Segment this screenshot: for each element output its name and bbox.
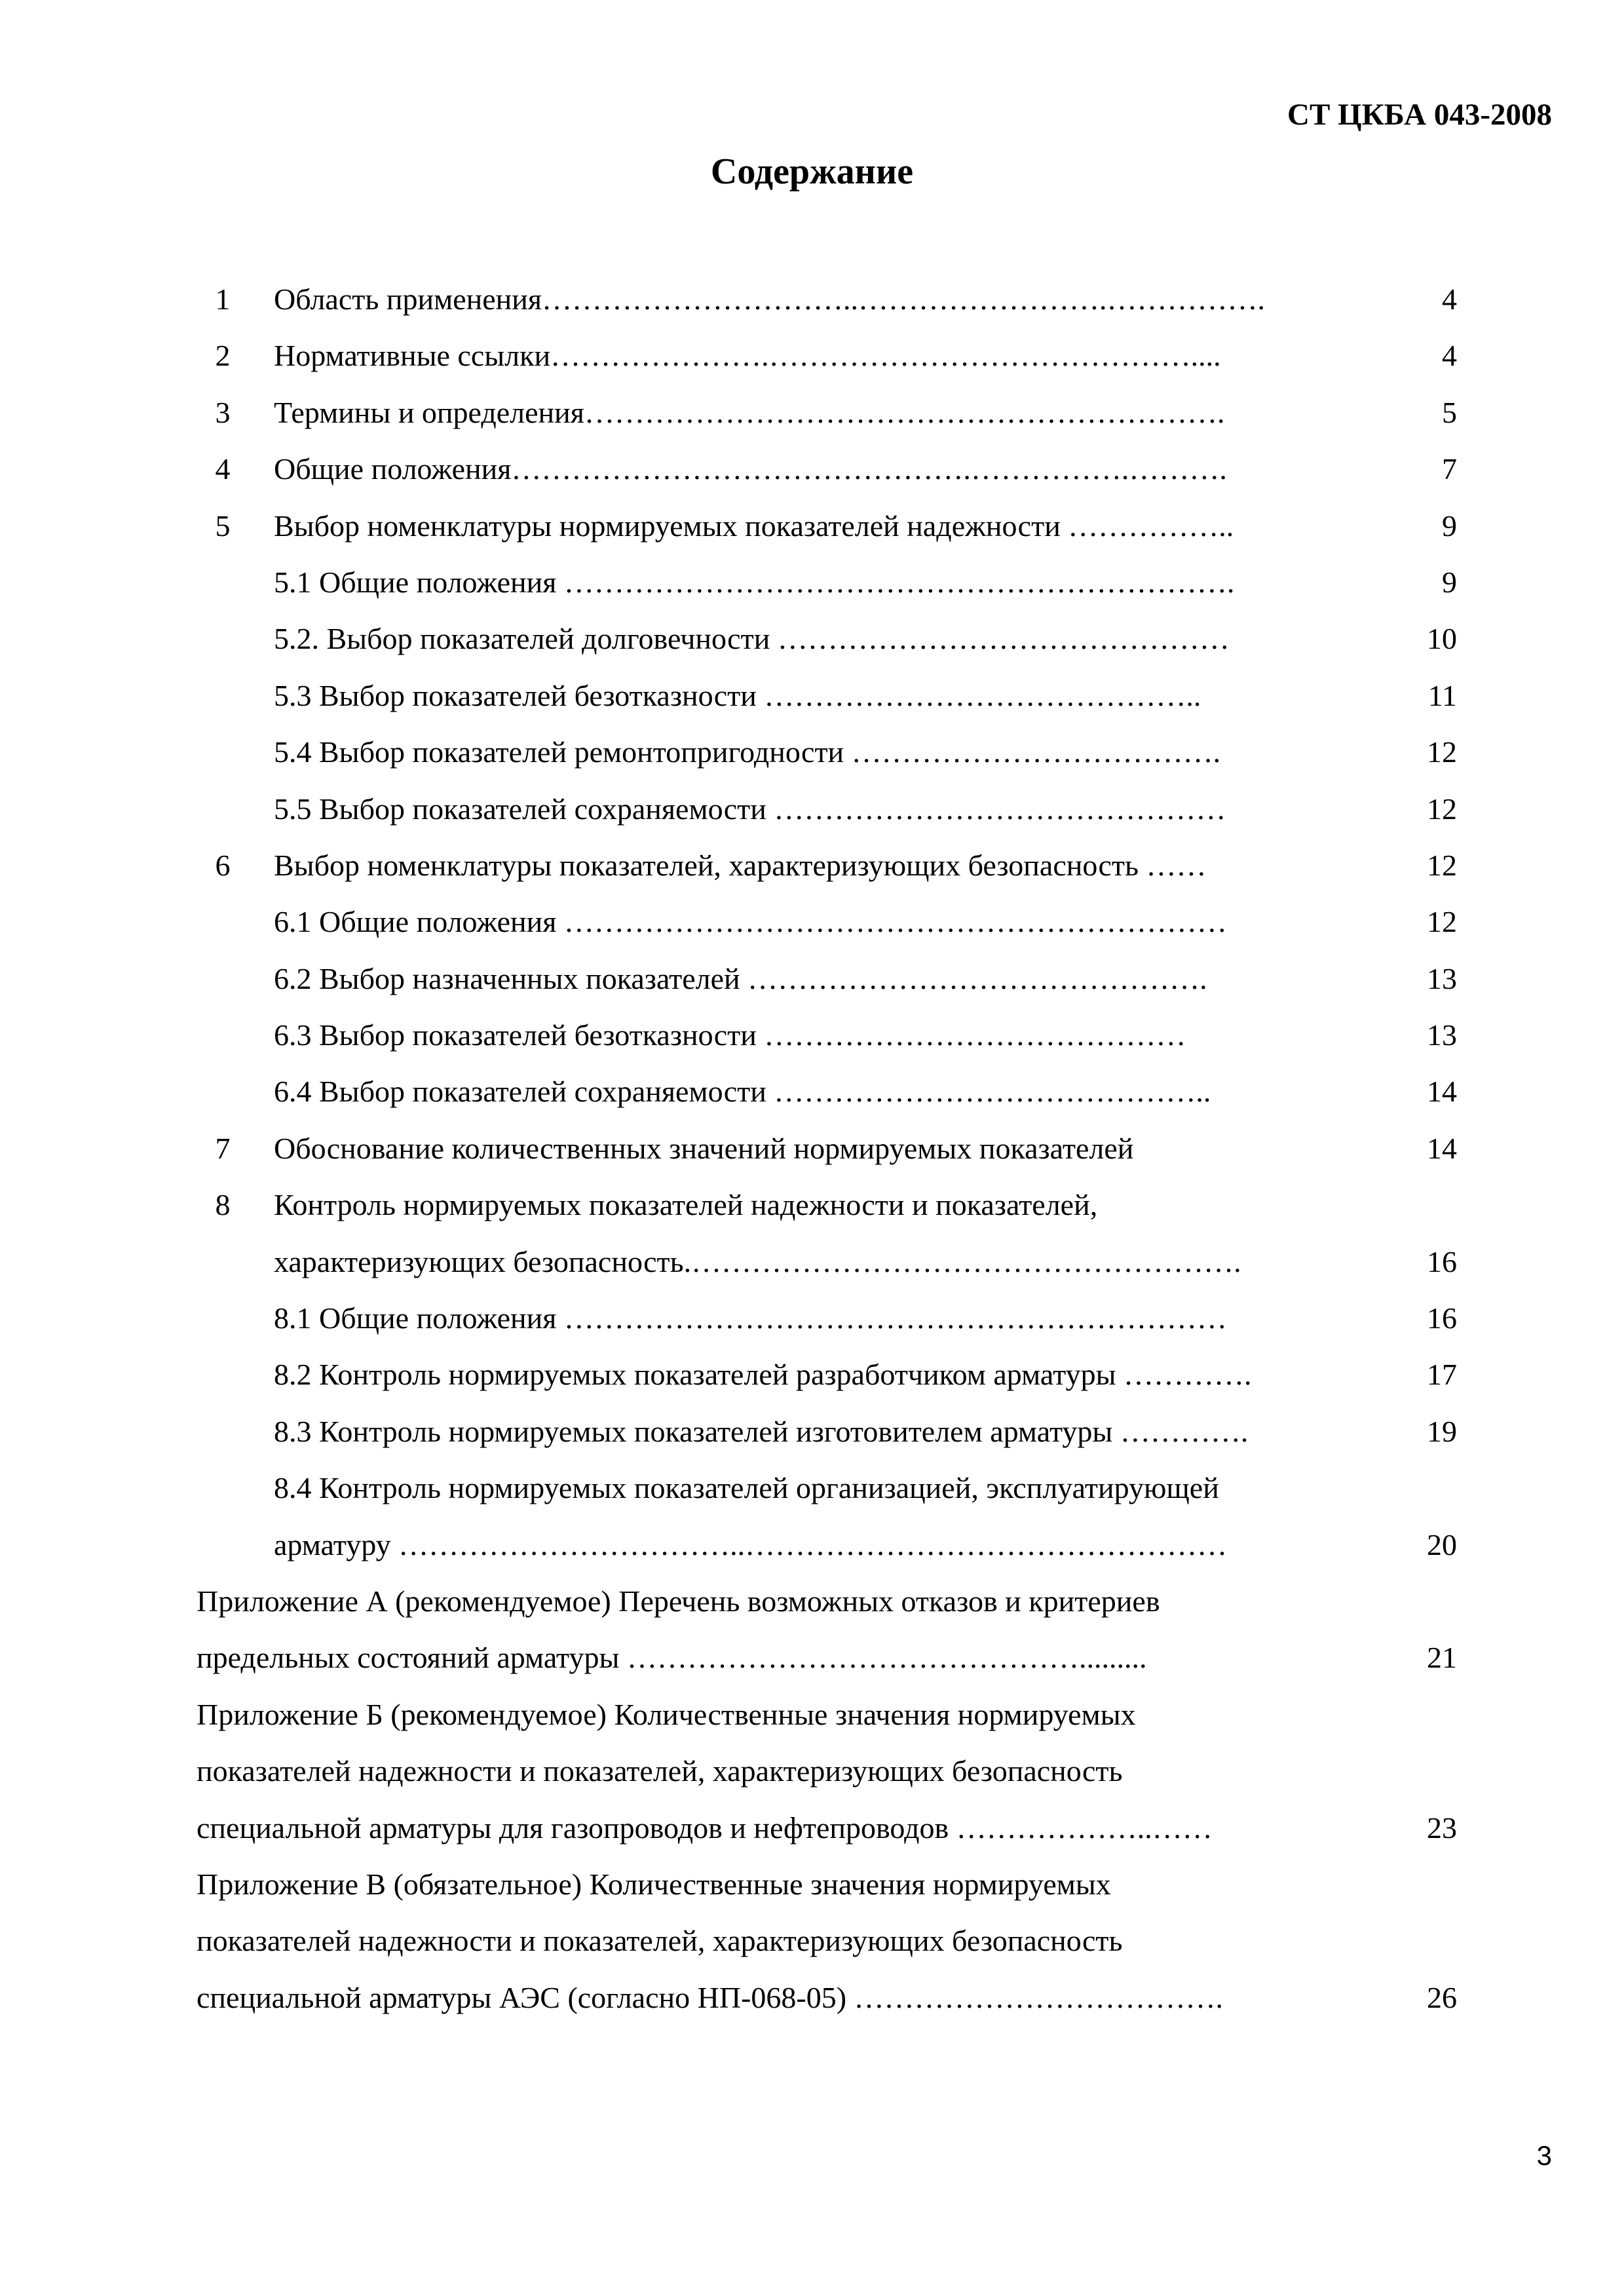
page-number: 3 (1536, 2140, 1552, 2171)
toc-entry (197, 1460, 1481, 1516)
toc-entry-title: Контроль нормируемых показателей надежности и показателей, (274, 1188, 1098, 1222)
toc-entry (197, 894, 1481, 950)
toc-entry (197, 1630, 1481, 1686)
toc-entry-page: 12 (1427, 905, 1457, 939)
toc-entry-page: 16 (1427, 1244, 1457, 1278)
toc-entry-number: 3 (215, 395, 231, 429)
toc-entry (197, 385, 1481, 441)
toc-entry (197, 441, 1481, 497)
page-title: Содержание (710, 151, 914, 192)
toc-entry-title: 5.2. Выбор показателей долговечности ……………………………………… (274, 622, 1230, 656)
toc-entry (197, 1007, 1481, 1063)
toc-entry-number: 5 (215, 508, 231, 543)
toc-entry-page: 12 (1427, 735, 1457, 769)
toc-entry (197, 1347, 1481, 1403)
toc-entry (197, 498, 1481, 554)
toc-entry-title: 5.4 Выбор показателей ремонтопригодности ………………………………. (274, 735, 1221, 769)
toc-entry-page: 23 (1427, 1810, 1457, 1845)
toc-entry (197, 837, 1481, 894)
toc-entry-page: 13 (1427, 1018, 1457, 1052)
toc-entry-title: Термины и определения………………………………………………………. (274, 395, 1225, 429)
toc-entry-page: 4 (1442, 282, 1457, 316)
document-code: СТ ЦКБА 043-2008 (1287, 98, 1552, 132)
toc-entry-title: Общие положения……………………………………….…………….………. (274, 452, 1227, 486)
toc-entry-number: 8 (215, 1188, 231, 1222)
toc-entry-title: Выбор номенклатуры показателей, характеризующих безопасность …… (274, 848, 1207, 882)
toc-entry (197, 781, 1481, 837)
toc-entry-page: 16 (1427, 1301, 1457, 1335)
toc-entry-page: 20 (1427, 1527, 1457, 1561)
toc-entry (197, 328, 1481, 384)
toc-entry-title: 8.4 Контроль нормируемых показателей организацией, эксплуатирующей (274, 1471, 1219, 1505)
toc-entry-page: 5 (1442, 395, 1457, 429)
toc-entry-page: 7 (1442, 452, 1457, 486)
toc-entry-title: Область применения…………………………..…………………….……………. (274, 282, 1266, 316)
toc-entry (197, 1856, 1481, 1913)
toc-entry-page: 12 (1427, 792, 1457, 826)
toc-entry-title: 5.3 Выбор показателей безотказности …………………………………….. (274, 678, 1201, 712)
toc-entry-title: 6.3 Выбор показателей безотказности …………………………………… (274, 1018, 1186, 1052)
toc-entry (197, 1120, 1481, 1177)
toc-entry (197, 1687, 1481, 1743)
toc-entry-page: 17 (1427, 1358, 1457, 1392)
toc-entry-number: 4 (215, 452, 231, 486)
toc-entry-title: специальной арматуры для газопроводов и нефтепроводов ………………..…… (197, 1810, 1213, 1845)
toc-entry (197, 611, 1481, 667)
toc-entry-page: 14 (1427, 1131, 1457, 1165)
toc-entry-page: 14 (1427, 1075, 1457, 1109)
toc-entry (197, 554, 1481, 611)
toc-entry-title: Приложение Б (рекомендуемое) Количественные значения нормируемых (197, 1697, 1136, 1731)
toc-entry (197, 951, 1481, 1007)
toc-entry-page: 11 (1427, 678, 1457, 712)
toc-entry-title: Обоснование количественных значений нормируемых показателей (274, 1131, 1134, 1165)
toc-entry-title: 5.1 Общие положения …………………………………………………………. (274, 565, 1235, 599)
toc-entry-title: 8.1 Общие положения ………………………………………………………… (274, 1301, 1227, 1335)
toc-entry-title: Выбор номенклатуры нормируемых показателей надежности …………….. (274, 508, 1234, 543)
toc-entry-title: Приложение А (рекомендуемое) Перечень возможных отказов и критериев (197, 1584, 1160, 1618)
toc-entry-title: специальной арматуры АЭС (согласно НП-068-05) ………………………………. (197, 1980, 1224, 2014)
toc-entry-title: характеризующих безопасность.………………………………………………. (274, 1244, 1241, 1278)
toc-entry-number: 2 (215, 339, 231, 373)
toc-entry-title: 8.3 Контроль нормируемых показателей изготовителем арматуры …………. (274, 1414, 1249, 1448)
toc-entry-title: Приложение В (обязательное) Количественные значения нормируемых (197, 1867, 1111, 1901)
toc-entry (197, 724, 1481, 780)
toc-entry-title: арматуру ……………………………..………………………………………… (274, 1527, 1228, 1561)
toc-entry-page: 9 (1442, 508, 1457, 543)
toc-entry (197, 1177, 1481, 1233)
toc-entry (197, 1234, 1481, 1290)
toc-entry-page: 26 (1427, 1980, 1457, 2014)
toc-entry-title: показателей надежности и показателей, характеризующих безопасность (197, 1754, 1123, 1788)
toc-entry-title: показателей надежности и показателей, характеризующих безопасность (197, 1924, 1123, 1958)
toc-entry (197, 668, 1481, 724)
toc-entry-title: 5.5 Выбор показателей сохраняемости ……………………………………… (274, 792, 1226, 826)
toc-entry (197, 1290, 1481, 1347)
toc-entry-page: 13 (1427, 961, 1457, 995)
toc-entry-page: 4 (1442, 339, 1457, 373)
toc-entry-title: 6.1 Общие положения ………………………………………………………… (274, 905, 1227, 939)
toc-entry (197, 1913, 1481, 1969)
toc-entry (197, 1573, 1481, 1630)
table-of-contents (197, 271, 1481, 2026)
toc-entry-title: 8.2 Контроль нормируемых показателей разработчиком арматуры …………. (274, 1358, 1252, 1392)
toc-entry (197, 1743, 1481, 1799)
toc-entry-page: 19 (1427, 1414, 1457, 1448)
toc-entry-title: 6.4 Выбор показателей сохраняемости …………………………………….. (274, 1075, 1211, 1109)
toc-entry-page: 12 (1427, 848, 1457, 882)
toc-entry-number: 7 (215, 1131, 231, 1165)
toc-entry (197, 1063, 1481, 1120)
toc-entry (197, 1517, 1481, 1573)
toc-entry-page: 21 (1427, 1641, 1457, 1675)
toc-entry-number: 1 (215, 282, 231, 316)
toc-entry-page: 9 (1442, 565, 1457, 599)
toc-entry (197, 271, 1481, 328)
toc-entry (197, 1970, 1481, 2026)
toc-entry-page: 10 (1427, 622, 1457, 656)
toc-entry-number: 6 (215, 848, 231, 882)
toc-entry (197, 1800, 1481, 1856)
toc-entry-title: Нормативные ссылки………………….…………………………………….... (274, 339, 1221, 373)
toc-entry-title: 6.2 Выбор назначенных показателей ………………………………………. (274, 961, 1207, 995)
toc-entry-title: предельных состояний арматуры ………………………………………......... (197, 1641, 1147, 1675)
toc-entry (197, 1404, 1481, 1460)
